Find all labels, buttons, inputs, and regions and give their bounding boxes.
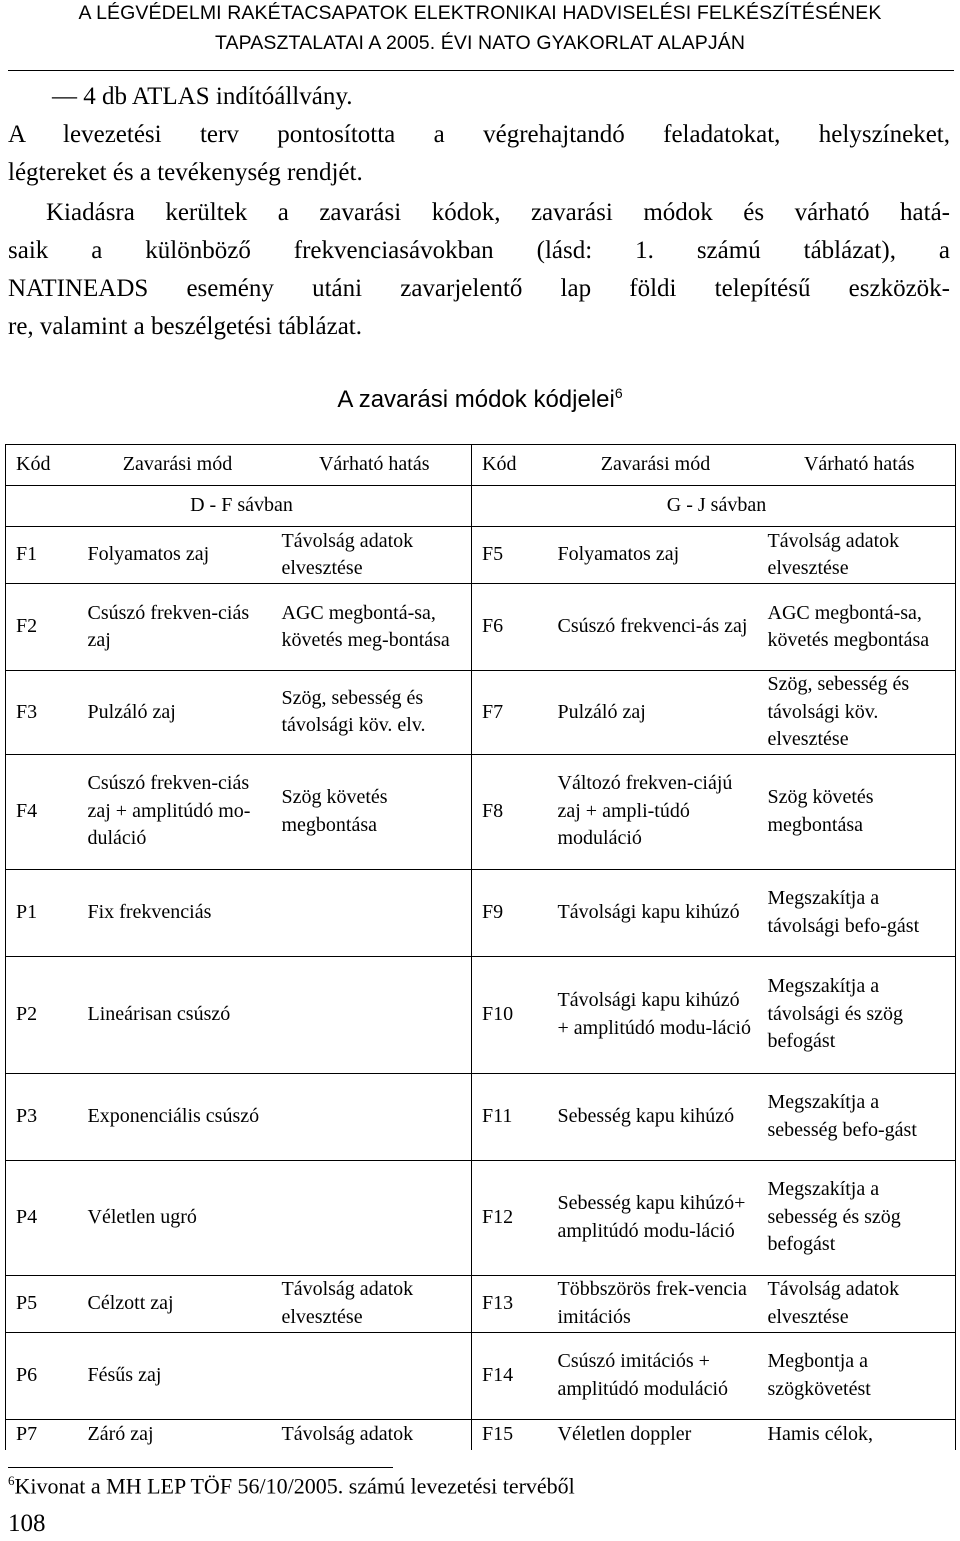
effect-cell: Megszakítja a sebesség befo-gást (758, 1073, 956, 1160)
header-cell: Zavarási mód (548, 445, 758, 486)
table-row (6, 527, 956, 584)
effect-cell: Távolság adatok (272, 1419, 472, 1450)
mode-cell: Lineárisan csúszó (78, 956, 272, 1073)
code-cell: F6 (472, 584, 548, 671)
header-cell: Kód (6, 445, 78, 486)
code-cell: F10 (472, 956, 548, 1073)
code-cell: P7 (6, 1419, 78, 1450)
mode-cell: Exponenciális csúszó (78, 1073, 272, 1160)
effect-cell (272, 956, 472, 1073)
code-cell: F4 (6, 754, 78, 869)
table-row (6, 1160, 956, 1275)
table-row (6, 956, 956, 1073)
mode-cell: Záró zaj (87, 1422, 154, 1445)
mode-cell: Sebesség kapu kihúzó (548, 1073, 758, 1160)
code-cell: F12 (472, 1160, 548, 1275)
code-cell: P5 (6, 1275, 78, 1332)
code-cell: F7 (472, 671, 548, 755)
effect-cell: Megbontja a szögkövetést (758, 1332, 956, 1419)
effect-cell: Szög, sebesség és távolsági köv. elv. (272, 671, 472, 755)
footnote-mark: 6 (8, 1473, 15, 1488)
effect-cell (272, 1332, 472, 1419)
list-item-atlas: — 4 db ATLAS indítóállvány. (52, 83, 353, 110)
header-cell: Kód (472, 445, 548, 486)
code-cell: F8 (472, 754, 548, 869)
mode-cell: Fix frekvenciás (78, 869, 272, 956)
mode-cell: Távolsági kapu kihúzó + amplitúdó modu-láció (548, 956, 758, 1073)
band-label-left: D - F sávban (6, 486, 472, 527)
mode-cell: Csúszó imitációs + amplitúdó moduláció (548, 1332, 758, 1419)
effect-cell: Távolság adatok elvesztése (272, 527, 472, 584)
code-cell: P1 (6, 869, 78, 956)
running-header-line-2: TAPASZTALATAI A 2005. ÉVI NATO GYAKORLAT ALAPJÁN (214, 32, 746, 54)
code-cell: F1 (6, 527, 78, 584)
table-row (6, 1275, 956, 1332)
code-cell: F11 (472, 1073, 548, 1160)
mode-cell: Sebesség kapu kihúzó+ amplitúdó modu-láció (548, 1160, 758, 1275)
mode-cell: Távolsági kapu kihúzó (548, 869, 758, 956)
effect-cell: AGC megbontá-sa, követés meg-bontása (272, 584, 472, 671)
code-cell: F9 (472, 869, 548, 956)
effect-cell: Távolság adatok elvesztése (758, 527, 956, 584)
effect-cell (272, 1073, 472, 1160)
mode-cell: Pulzáló zaj (78, 671, 272, 755)
table-row (6, 869, 956, 956)
mode-cell: Változó frekven-ciájú zaj + ampli-túdó moduláció (548, 754, 758, 869)
header-cell: Zavarási mód (78, 445, 272, 486)
effect-cell: Távolság adatok elvesztése (758, 1275, 956, 1332)
effect-cell: Szög követés megbontása (758, 754, 956, 869)
paragraph-line: re, valamint a beszélgetési táblázat. (8, 313, 362, 340)
mode-cell: Csúszó frekven-ciás zaj + amplitúdó mo-duláció (78, 754, 272, 869)
band-label-right: G - J sávban (472, 486, 956, 527)
code-cell: P2 (6, 956, 78, 1073)
mode-cell: Csúszó frekven-ciás zaj (78, 584, 272, 671)
effect-cell (272, 869, 472, 956)
mode-cell: Folyamatos zaj (78, 527, 272, 584)
effect-cell: Megszakítja a sebesség és szög befogást (758, 1160, 956, 1275)
mode-cell: Célzott zaj (78, 1275, 272, 1332)
table-row (6, 584, 956, 671)
footnote-reference: 6 (614, 385, 623, 401)
effect-cell: Szög, sebesség és távolsági köv. elvesztése (758, 671, 956, 755)
footnote-text: Kivonat a MH LEP TÖF 56/10/2005. számú levezetési tervéből (14, 1473, 575, 1499)
mode-cell: Fésűs zaj (78, 1332, 272, 1419)
code-cell: F15 (482, 1422, 514, 1445)
page-number: 108 (8, 1510, 46, 1537)
code-cell: F14 (472, 1332, 548, 1419)
footnote-rule (8, 1467, 393, 1468)
effect-cell: Megszakítja a távolsági és szög befogást (758, 956, 956, 1073)
jamming-codes-table (5, 444, 956, 1450)
header-cell: Várható hatás (758, 445, 956, 486)
code-cell: P3 (6, 1073, 78, 1160)
running-header-line-1: A LÉGVÉDELMI RAKÉTACSAPATOK ELEKTRONIKAI HADVISELÉSI FELKÉSZÍTÉSÉNEK (78, 2, 882, 24)
paragraph-line: saik a különböző frekvenciasávokban (lásd: 1. számú táblázat), a (8, 237, 950, 264)
mode-cell: Véletlen doppler (557, 1422, 692, 1445)
code-cell: F13 (472, 1275, 548, 1332)
header-cell: Várható hatás (272, 445, 472, 486)
mode-cell: Véletlen ugró (78, 1160, 272, 1275)
code-cell: F5 (472, 527, 548, 584)
paragraph-line: NATINEADS esemény utáni zavarjelentő lap földi telepítésű eszközök- (8, 275, 950, 302)
effect-cell: AGC megbontá-sa, követés megbontása (758, 584, 956, 671)
caption-text: A zavarási módok kódjelei (337, 386, 615, 413)
paragraph-line: Kiadásra kerültek a zavarási kódok, zavarási módok és várható hatá- (46, 199, 950, 226)
effect-cell: Távolság adatok elvesztése (272, 1275, 472, 1332)
effect-cell: Szög követés megbontása (272, 754, 472, 869)
mode-cell: Folyamatos zaj (548, 527, 758, 584)
mode-cell: Többszörös frek-vencia imitációs (548, 1275, 758, 1332)
code-cell: F2 (6, 584, 78, 671)
effect-cell (272, 1160, 472, 1275)
band-row (6, 486, 956, 527)
table-row (6, 671, 956, 755)
table-caption (0, 385, 960, 414)
table-header-row (6, 445, 956, 486)
mode-cell: Csúszó frekvenci-ás zaj (548, 584, 758, 671)
code-cell: F3 (6, 671, 78, 755)
mode-cell: Pulzáló zaj (548, 671, 758, 755)
paragraph-line: A levezetési terv pontosította a végrehajtandó feladatokat, helyszíneket, (8, 121, 950, 148)
table-row (6, 754, 956, 869)
paragraph-line: légtereket és a tevékenység rendjét. (8, 159, 363, 186)
table-row (6, 1332, 956, 1419)
header-rule (8, 70, 954, 71)
effect-cell: Hamis célok, (758, 1419, 956, 1450)
effect-cell: Megszakítja a távolsági befo-gást (758, 869, 956, 956)
table-row (6, 1073, 956, 1160)
table-row (6, 1419, 956, 1450)
footnote (8, 1473, 575, 1499)
code-cell: P4 (6, 1160, 78, 1275)
code-cell: P6 (6, 1332, 78, 1419)
